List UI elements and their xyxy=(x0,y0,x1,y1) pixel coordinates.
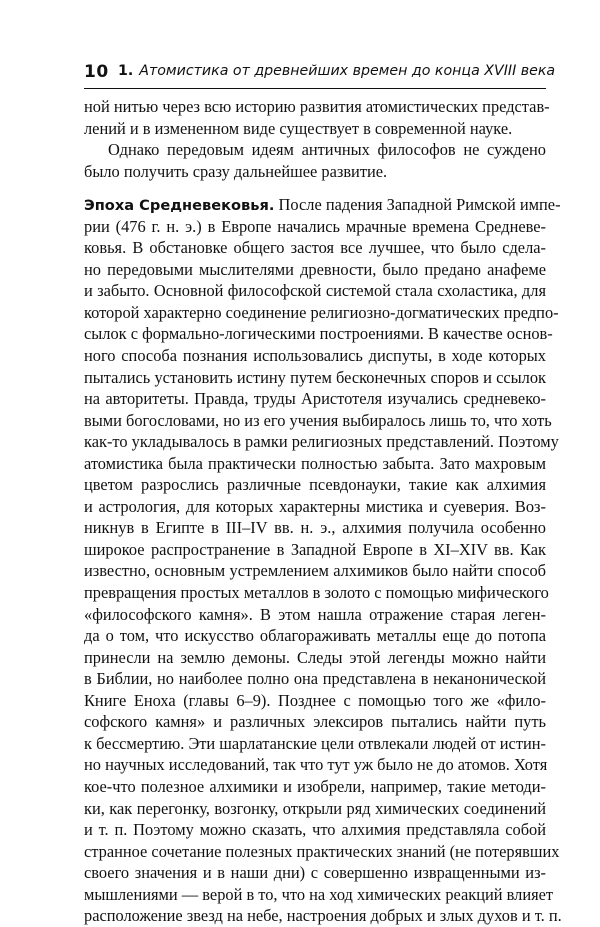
text-line: и т. п. Поэтому можно сказать, что алхимия представляла собой xyxy=(84,820,546,840)
text-line: «философского камня». В этом нашла отражение старая леген- xyxy=(84,604,546,624)
text-line: ного способа познания использовались диспуты, в ходе которых xyxy=(84,346,546,366)
text-line: своего значения и в наши дни) с совершенно извращенными из- xyxy=(84,863,546,883)
text-line: мышлениями — верой в то, что на ход химических реакций влияет xyxy=(84,884,554,904)
text-line: превращения простых металлов в золото с помощью мифического xyxy=(84,583,549,603)
text-line: лений и в измененном виде существует в современной науке. xyxy=(84,118,513,138)
text-line: и астрология, для которых характерны мистика и суеверия. Воз- xyxy=(84,496,546,516)
text-line: как-то укладывалось в рамки религиозных представлений. Поэтому xyxy=(84,432,559,452)
page-number: 10 xyxy=(84,62,109,82)
text-line: принесли на землю демоны. Следы этой легенды можно найти xyxy=(84,647,546,667)
text-line: ки, как перегонку, возгонку, открыли ряд химических соединений xyxy=(84,798,546,818)
text-line: которой характерно соединение религиозно-догматических предпо- xyxy=(84,302,559,322)
text-line: ной нитью через всю историю развития атомистических представ- xyxy=(84,97,550,116)
paragraph-continued xyxy=(84,96,550,139)
text-line: на авторитеты. Правда, труды Аристотеля изучались средневеко- xyxy=(84,389,546,409)
section-heading: Эпоха Средневековья. xyxy=(84,197,275,215)
section-medieval xyxy=(84,194,562,927)
text-line: Книге Еноха (главы 6–9). Позднее с помощью того же «фило- xyxy=(84,690,546,710)
text-line: к бессмертию. Эти шарлатанские цели отвлекали людей от истин- xyxy=(84,733,546,753)
chapter-title: Атомистика от древнейших времен до конца XVIII века xyxy=(139,63,556,79)
text-line: известно, основным устремлением алхимиков было найти способ xyxy=(84,561,546,581)
text-line: странное сочетание полезных практических знаний (не потерявших xyxy=(84,841,560,861)
text-line: никнув в Египте в III–IV вв. н. э., алхимия получила особенно xyxy=(84,518,546,538)
text-line: цветом разрослись различные псевдонауки, такие как алхимия xyxy=(84,475,546,495)
text-line: да о том, что искусство облагораживать металлы еще до потопа xyxy=(84,626,546,646)
page-body xyxy=(84,96,562,927)
text-line: рии (476 г. н. э.) в Европе начались мрачные времена Средневе- xyxy=(84,216,546,236)
text-run: После падения Западной Римской импе- xyxy=(278,195,561,215)
text-line: атомистика была практически полностью забыта. Зато махровым xyxy=(84,453,546,473)
text-line: пытались установить истину путем бесконечных споров и ссылок xyxy=(84,367,546,387)
chapter-number: 1. xyxy=(118,63,134,79)
text-line: расположение звезд на небе, настроения добрых и злых духов и т. п. xyxy=(84,906,562,926)
section-text xyxy=(84,216,562,927)
text-line: было получить сразу дальнейшее развитие. xyxy=(84,161,388,181)
paragraph xyxy=(84,139,546,182)
text-line: широкое распространение в Западной Европе в XI–XIV вв. Как xyxy=(84,539,546,559)
chapter-heading xyxy=(118,63,556,79)
text-line: ковья. В обстановке общего застоя все лучшее, что было сдела- xyxy=(84,238,546,258)
text-line: и забыто. Основной философской системой стала схоластика, для xyxy=(84,281,546,301)
text-line: софского камня» и различных элексиров пытались найти путь xyxy=(84,712,546,732)
text-line: сылок с формально-логическими построениями. В качестве основ- xyxy=(84,324,553,344)
text-line: кое-что полезное алхимики и изобрели, например, такие методи- xyxy=(84,776,546,796)
text-line: в Библии, но наиболее полно она представлена в неканонической xyxy=(84,669,546,689)
running-header xyxy=(84,62,556,89)
text-line: но научных исследований, так что тут уж было не до атомов. Хотя xyxy=(84,755,548,775)
text-line: выми богословами, но из его учения выбиралось лишь то, что хоть xyxy=(84,410,552,430)
section-first-line xyxy=(84,194,561,216)
text-line: но передовыми мыслителями древности, было предано анафеме xyxy=(84,259,546,279)
text-line: Однако передовым идеям античных философов не суждено xyxy=(108,140,546,160)
